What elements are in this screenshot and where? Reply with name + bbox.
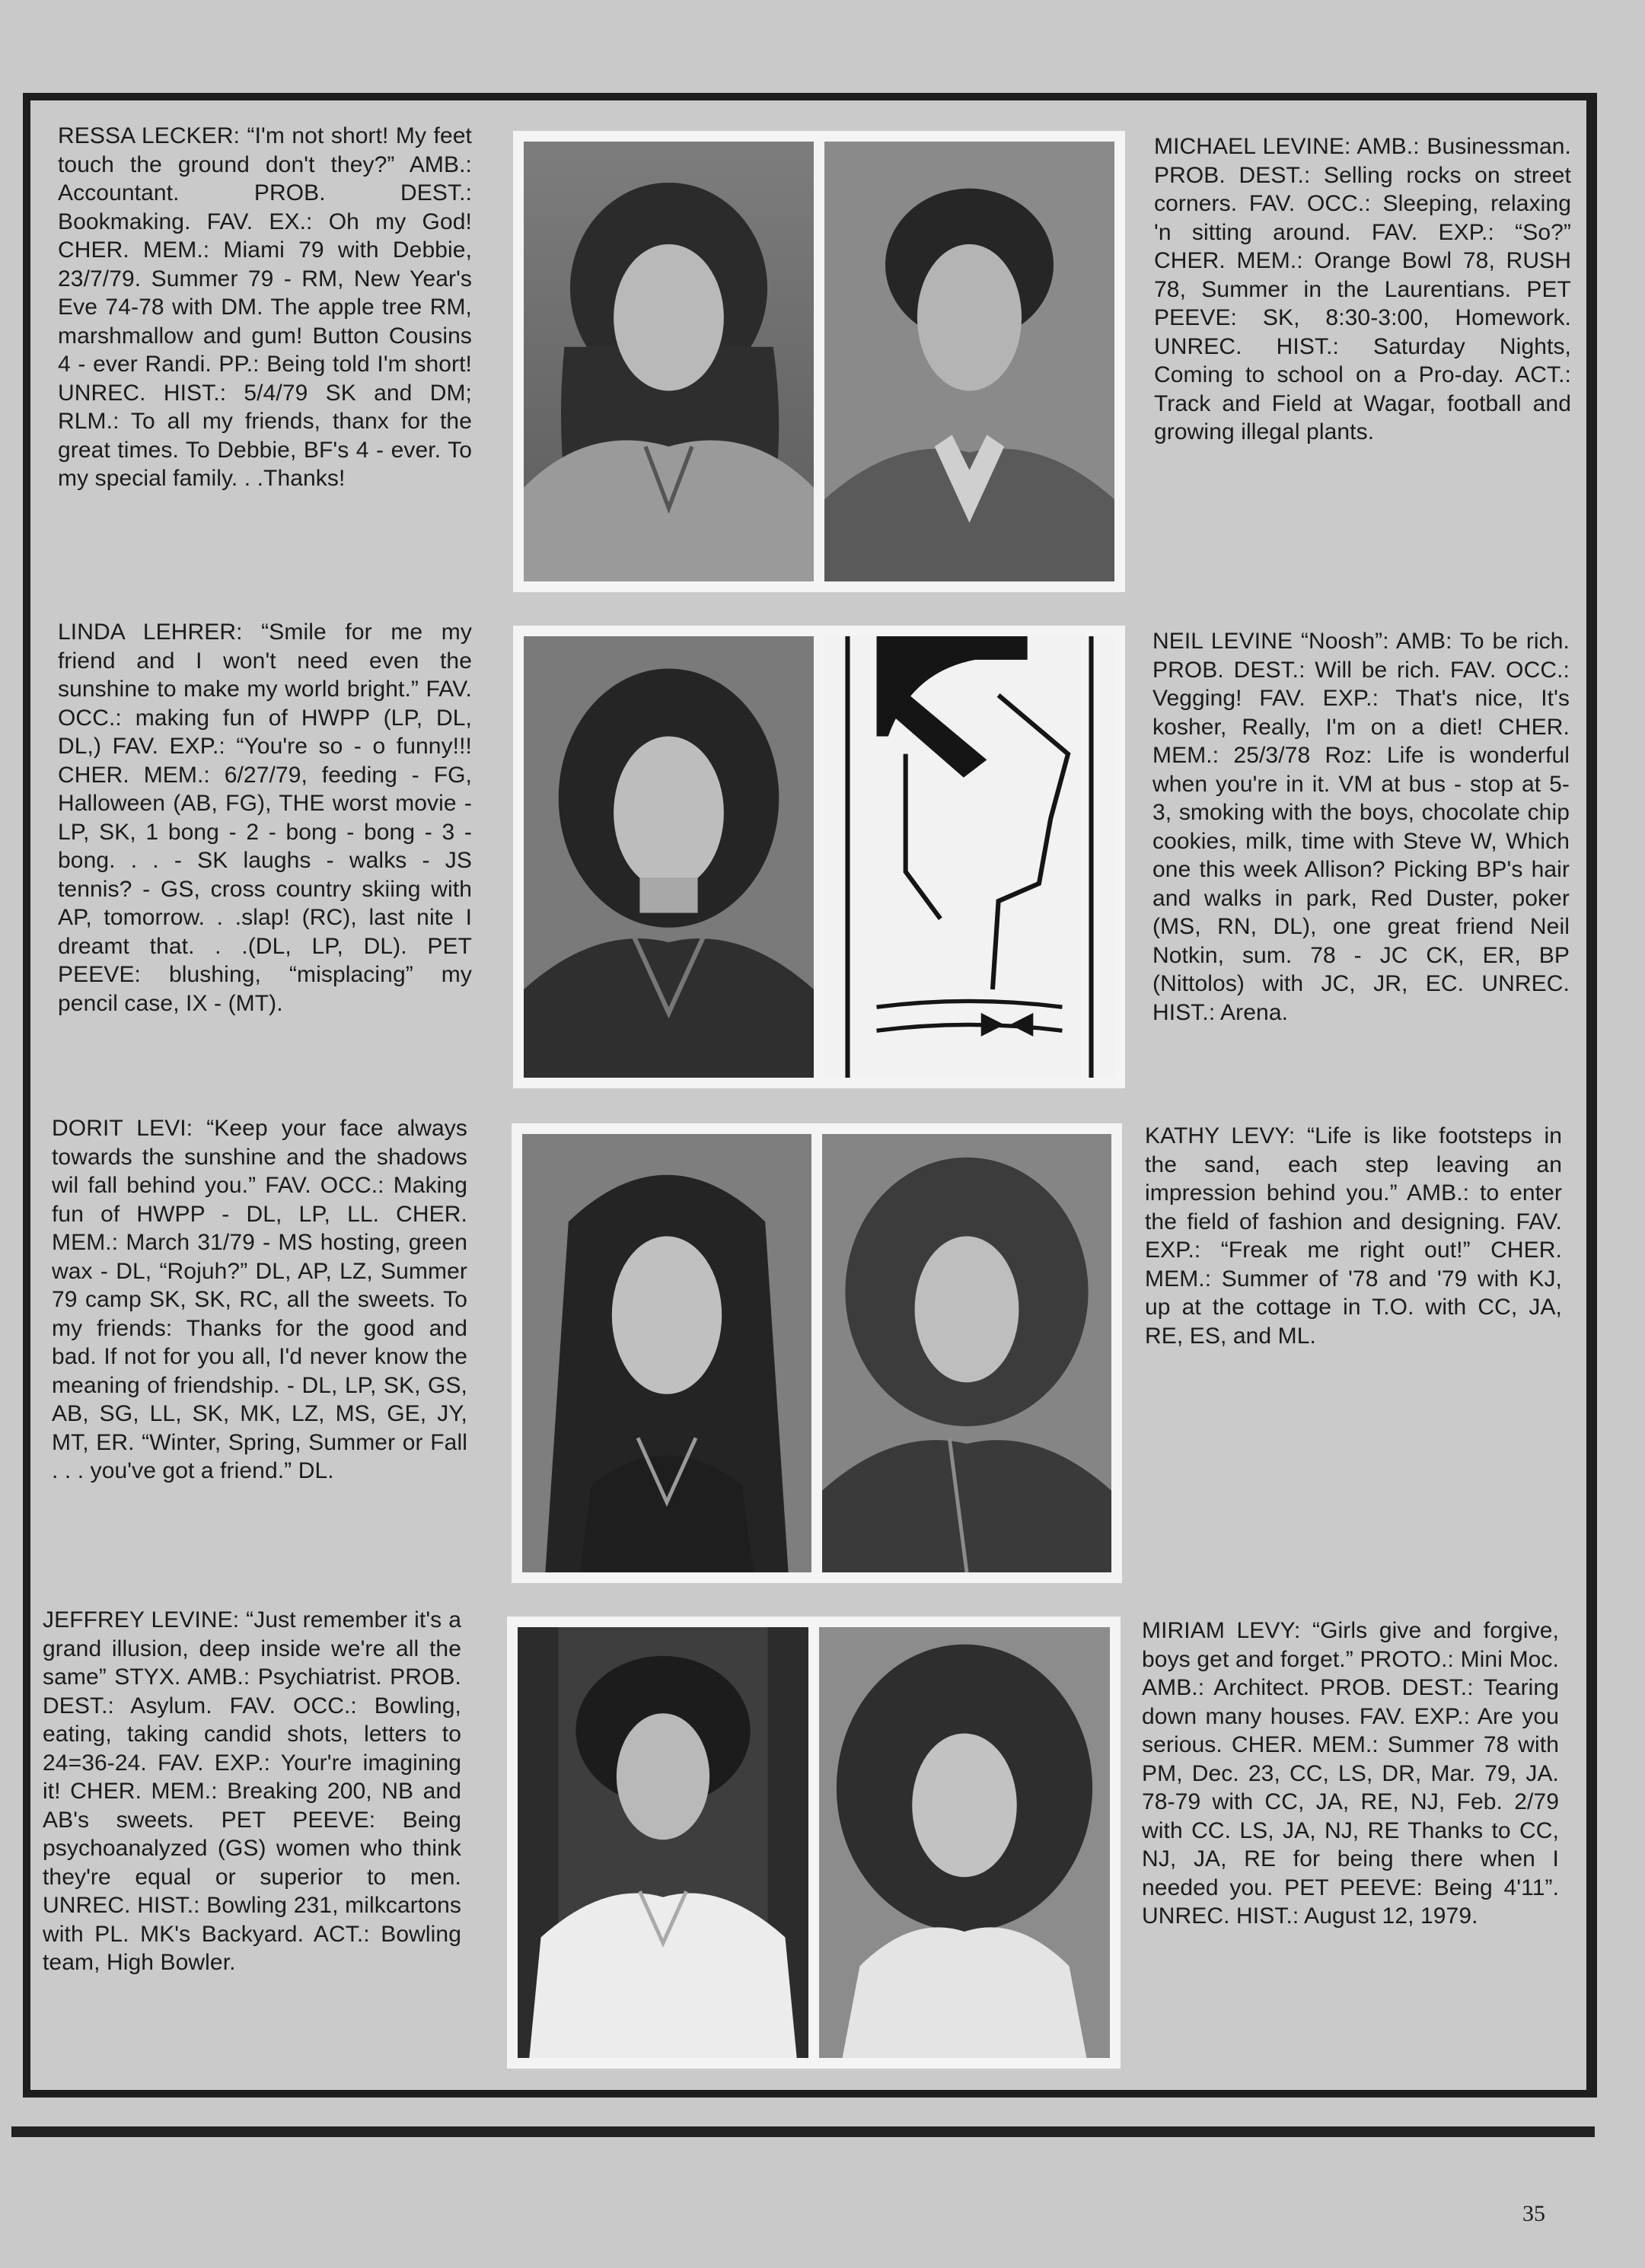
bio-kathy-levy: KATHY LEVY: “Life is like footsteps in the sand, each step leaving an impression behind you.” AMB.: to enter the field of fashion and designing. FAV. EXP.: “Freak me right out!” CHER. MEM.: Summer of '78 and '79 with KJ, up at the cottage in T.O. with CC, JA, RE, ES, and ML.	[1145, 1123, 1562, 1349]
portrait-linda-lehrer	[524, 636, 814, 1078]
bio-linda-lehrer: LINDA LEHRER: “Smile for me my friend and I won't need even the sunshine to make my world bright.” FAV. OCC.: making fun of HWPP (LP, DL, DL,) FAV. EXP.: “You're so - o funny!!! CHER. MEM.: 6/27/79, feeding - FG, Halloween (AB, FG), THE worst movie - LP, SK, 1 bong - 2 - bong - bong - 3 - bong. . . - SK laughs - walks - JS tennis? - GS, cross country skiing with AP, tomorrow. . .slap! (RC), last nite I dreamt that. . .(DL, LP, DL). PET PEEVE: blushing, “misplacing” my pencil case, IX - (MT).	[58, 620, 472, 1016]
bio-jeffrey-levine: JEFFREY LEVINE: “Just remember it's a grand illusion, deep inside we're all the same” STYX. AMB.: Psychiatrist. PROB. DEST.: Asylum. FAV. OCC.: Bowling, eating, taking candid shots, letters to 24=36-24. FAV. EXP.: Your're imagining it! CHER. MEM.: Breaking 200, NB and AB's sweets. PET PEEVE: Being psychoanalyzed (GS) women who think they're equal or superior to men. UNREC. HIST.: Bowling 231, milkcartons with PL. MK's Backyard. ACT.: Bowling team, High Bowler.	[43, 1607, 461, 1975]
portrait-jeffrey-levine	[518, 1627, 808, 2058]
bio-michael-levine: MICHAEL LEVINE: AMB.: Businessman. PROB. DEST.: Selling rocks on street corners. FAV. OCC.: Sleeping, relaxing 'n sitting around. FAV. EXP.: “So?” CHER. MEM.: Orange Bowl 78, RUSH 78, Summer in the Laurentians. PET PEEVE: SK, 8:30-3:00, Homework. UNREC. HIST.: Saturday Nights, Coming to school on a Pro-day. ACT.: Track and Field at Wagar, football and growing illegal plants.	[1154, 134, 1571, 444]
bio-ressa-lecker: RESSA LECKER: “I'm not short! My feet touch the ground don't they?” AMB.: Accountant. PROB. DEST.: Bookmaking. FAV. EX.: Oh my God! CHER. MEM.: Miami 79 with Debbie, 23/7/79. Summer 79 - RM, New Year's Eve 74-78 with DM. The apple tree RM, marshmallow and gum! Button Cousins 4 - ever Randi. PP.: Being told I'm short! UNREC. HIST.: 5/4/79 SK and DM; RLM.: To all my friends, thanx for the great times. To Debbie, BF's 4 - ever. To my special family. . .Thanks!	[58, 123, 472, 491]
bio-neil-levine: NEIL LEVINE “Noosh”: AMB: To be rich. PROB. DEST.: Will be rich. FAV. OCC.: Vegging! FAV. EXP.: That's nice, It's kosher, Really, I'm on a diet! CHER. MEM.: 25/3/78 Roz: Life is wonderful when you're in it. VM at bus - stop at 5-3, smoking with the boys, chocolate chip cookies, milk, time with Steve W, Which one this week Allison? Picking BP's hair and walks in park, Red Duster, poker (MS, RN, DL), one great friend Neil Notkin, sum. 78 - JC CK, ER, BP (Nittolos) with JC, JR, EC. UNREC. HIST.: Arena.	[1152, 629, 1570, 1025]
bio-dorit-levi: DORIT LEVI: “Keep your face always towards the sunshine and the shadows wil fall behind you.” FAV. OCC.: Making fun of HWPP - DL, LP, LL. CHER. MEM.: March 31/79 - MS hosting, green wax - DL, “Rojuh?” DL, AP, LZ, Summer 79 camp SK, SK, RC, all the sweets. To my friends: Thanks for the good and bad. If not for you all, I'd never know the meaning of friendship. - DL, LP, SK, GS, AB, SG, LL, SK, MK, LZ, MS, GE, JY, MT, ER. “Winter, Spring, Summer or Fall . . . you've got a friend.” DL.	[52, 1116, 467, 1483]
portrait-miriam-levy	[819, 1627, 1110, 2058]
portrait-dorit-levi	[522, 1134, 811, 1572]
portrait-kathy-levy	[822, 1134, 1111, 1572]
bio-miriam-levy: MIRIAM LEVY: “Girls give and forgive, boys get and forget.” PROTO.: Mini Moc. AMB.: Architect. PROB. DEST.: Tearing down many houses. FAV. EXP.: Are you serious. CHER. MEM.: Summer 78 with PM, Dec. 23, CC, LS, DR, Mar. 79, JA. 78-79 with CC, JA, RE, NJ, Feb. 2/79 with CC. LS, JA, NJ, RE Thanks to CC, NJ, JA, RE for being there when I needed you. PET PEEVE: Being 4'11”. UNREC. HIST.: August 12, 1979.	[1142, 1618, 1559, 1929]
portrait-michael-levine	[824, 142, 1114, 581]
photo-pair-row-1	[513, 131, 1125, 592]
bottom-rule	[11, 2126, 1595, 2137]
photo-pair-row-3	[512, 1123, 1122, 1583]
portrait-ressa-lecker	[524, 142, 814, 581]
illustration-neil-levine	[824, 636, 1114, 1078]
photo-pair-row-2	[513, 626, 1125, 1088]
page-number: 35	[1522, 2201, 1545, 2226]
photo-pair-row-4	[507, 1617, 1121, 2069]
